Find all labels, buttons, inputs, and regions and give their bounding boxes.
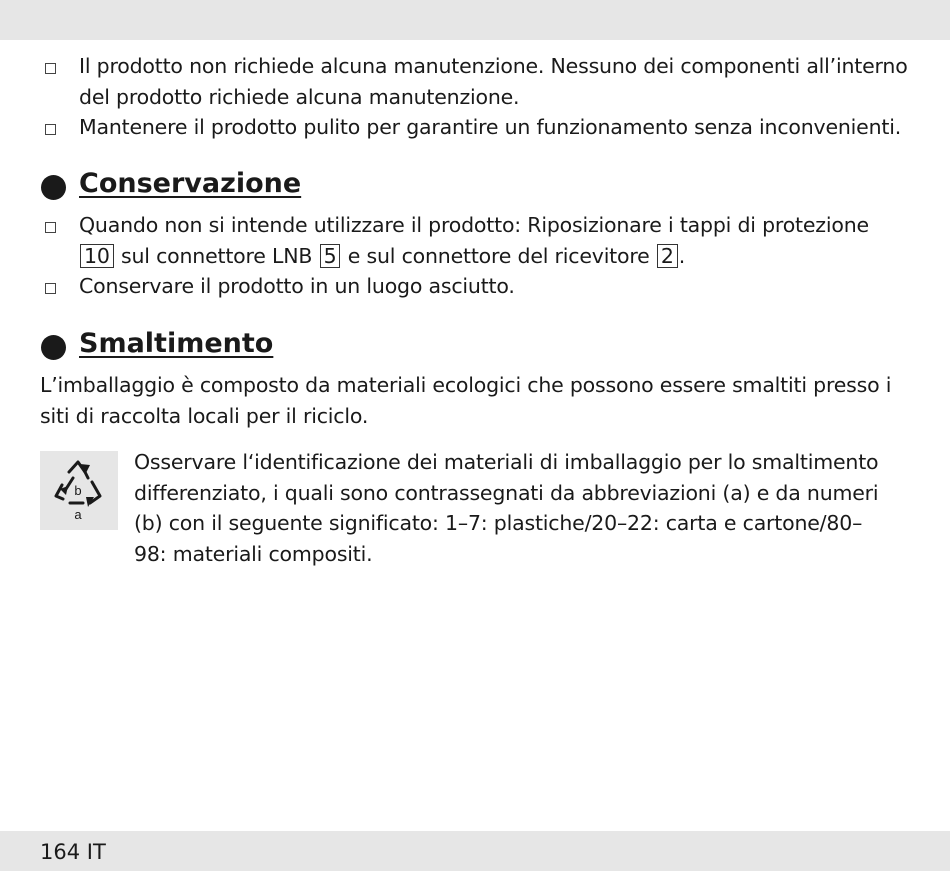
disposal-paragraph: L’imballaggio è composto da materiali ecologici che possono essere smaltiti presso i siti di raccolta locali per il riciclo. — [40, 373, 892, 428]
reference-number-badge: 5 — [320, 244, 341, 268]
page-number: 164 IT — [40, 840, 106, 864]
recycle-arrows-icon — [40, 451, 118, 530]
recycle-label-b: b — [74, 483, 82, 498]
storage-item-text — [79, 210, 909, 271]
disposal-heading: Smaltimento — [79, 328, 274, 359]
storage-text-part: e sul connettore del ricevitore — [347, 243, 650, 268]
header-band — [0, 0, 950, 40]
checkbox-bullet-icon — [45, 124, 56, 135]
storage-text-part: . — [678, 243, 686, 268]
recycle-label-a: a — [74, 507, 82, 522]
maintenance-item-text: Il prodotto non richiede alcuna manutenzione. Nessuno dei componenti all’interno del prodotto richiede alcuna manutenzione. — [79, 54, 908, 109]
maintenance-item-text: Mantenere il prodotto pulito per garantire un funzionamento senza inconvenienti. — [79, 115, 902, 139]
bullet-dot-icon — [41, 175, 66, 200]
footer-band — [0, 831, 950, 871]
checkbox-bullet-icon — [45, 283, 56, 294]
recycling-symbol-icon — [40, 451, 118, 530]
checkbox-bullet-icon — [45, 63, 56, 74]
checkbox-bullet-icon — [45, 222, 56, 233]
bullet-dot-icon — [41, 335, 66, 360]
storage-heading: Conservazione — [79, 168, 302, 199]
recycle-text: Osservare l‘identificazione dei materiali di imballaggio per lo smaltimento differenziato, i quali sono contrassegnati da abbreviazioni (a) e da numeri (b) con il seguente significato: 1–7: plastiche/20–22: carta e cartone/80–98: materiali compositi. — [134, 450, 879, 566]
reference-number-badge: 2 — [657, 244, 678, 268]
reference-number-badge: 10 — [80, 244, 114, 268]
storage-item-text: Conservare il prodotto in un luogo asciutto. — [79, 274, 515, 298]
storage-text-part: Quando non si intende utilizzare il prodotto: Riposizionare i tappi di protezione — [79, 213, 869, 237]
storage-text-part: sul connettore LNB — [121, 243, 313, 268]
